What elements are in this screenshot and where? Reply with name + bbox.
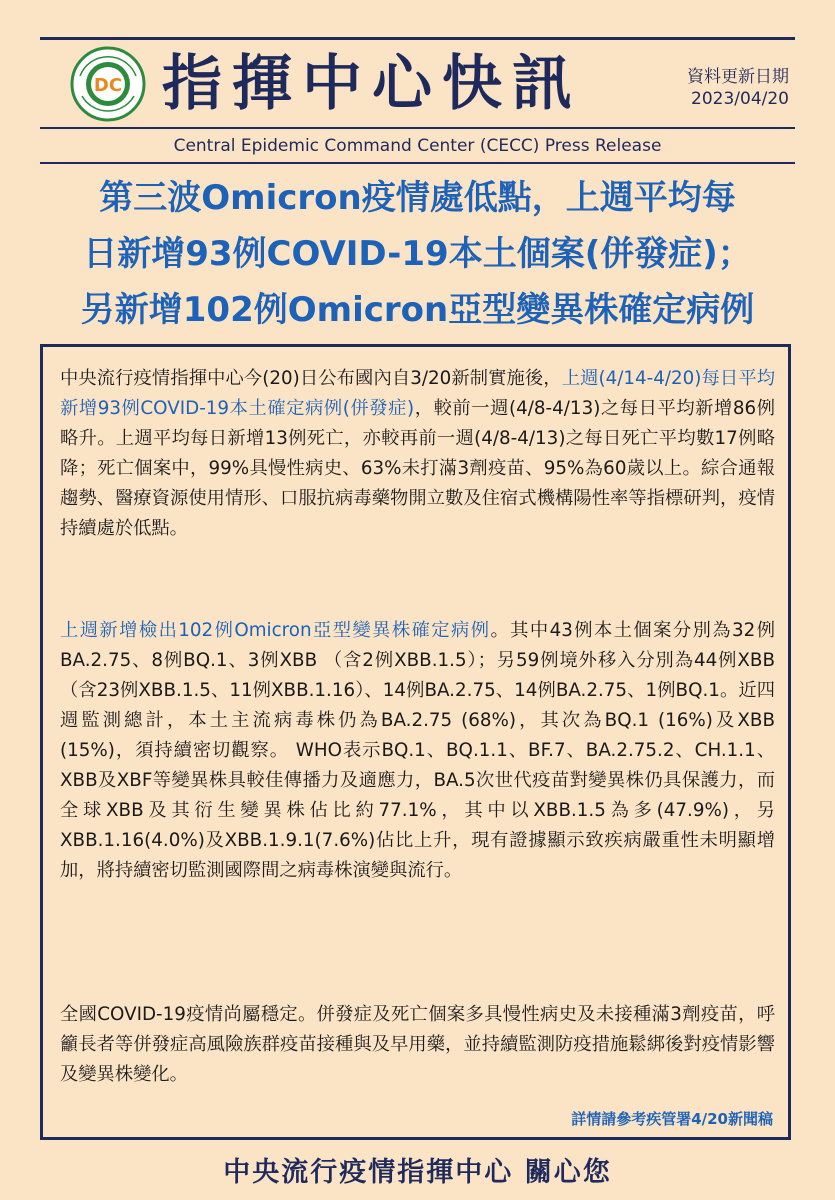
page-subtitle: Central Epidemic Command Center (CECC) Press Release xyxy=(173,136,662,156)
header-top-rule xyxy=(40,37,795,40)
header-middle-rule xyxy=(40,127,795,129)
update-date: 2023/04/20 xyxy=(691,89,789,109)
paragraph-2-highlight: 上週新增檢出102例Omicron亞型變異株確定病例 xyxy=(60,620,491,641)
header-bottom-rule xyxy=(40,162,795,164)
paragraph-2 xyxy=(60,616,775,886)
paragraph-1-highlight: 上週(4/14-4/20)每日平均新增93例COVID-19本土確定病例(併發症) xyxy=(60,368,775,419)
paragraph-3: 全國COVID-19疫情尚屬穩定。併發症及死亡個案多具慢性病史及未接種滿3劑疫苗，呼籲長者等併發症高風險族群疫苗接種與及早用藥，並持續監測防疫措施鬆綁後對疫情影響及變異株變化。 xyxy=(60,1004,775,1085)
headline-line-2: 日新增93例COVID-19本土個案(併發症)； xyxy=(83,234,752,274)
cdc-logo xyxy=(70,46,146,122)
footer-text: 中央流行疫情指揮中心 關心您 xyxy=(223,1157,612,1188)
headline-line-1: 第三波Omicron疫情處低點，上週平均每 xyxy=(99,178,736,218)
paragraph-2-rest: 。其中43例本土個案分別為32例BA.2.75、8例BQ.1、3例XBB （含2例XBB.1.5）；另59例境外移入分別為44例XBB （含23例XBB.1.5、11例XBB.1.16）、14例BA.2.75、14例BA.2.75、1例BQ.1。近四週監測總計，本土主流病毒株仍為BA.2.75 (68%)，其次為BQ.1 (16%)及XBB (15%)，須持續密切觀察。 WHO表示BQ.1、BQ.1.1、BF.7、BA.2.75.2、CH.1.1、XBB及XBF等變異株具較佳傳播力及適應力，BA.5次世代疫苗對變異株仍具保護力，而全球XBB及其衍生變異株佔比約77.1%，其中以XBB.1.5為多(47.9%)，另XBB.1.16(4.0%)及XBB.1.9.1(7.6%)佔比上升，現有證據顯示致疾病嚴重性未明顯增加，將持續密切監測國際間之病毒株演變與流行。 xyxy=(60,620,775,881)
paragraph-1 xyxy=(60,364,775,544)
paragraph-1-rest: ，較前一週(4/8-4/13)之每日平均新增86例略升。上週平均每日新增13例死亡，亦較再前一週(4/8-4/13)之每日死亡平均數17例略降；死亡個案中，99%具慢性病史、63%未打滿3劑疫苗、95%為60歲以上。綜合通報趨勢、醫療資源使用情形、口服抗病毒藥物開立數及住宿式機構陽性率等指標研判，疫情持續處於低點。 xyxy=(60,398,775,539)
headline-line-3: 另新增102例Omicron亞型變異株確定病例 xyxy=(80,290,755,330)
reference-note: 詳情請參考疾管署4/20新聞稿 xyxy=(571,1110,773,1128)
update-label: 資料更新日期 xyxy=(687,67,789,87)
update-info xyxy=(687,66,789,110)
headline xyxy=(30,170,805,338)
page-title: 指揮中心快訊 xyxy=(162,49,582,119)
svg-text:DC: DC xyxy=(93,75,123,96)
paragraph-1-lead: 中央流行疫情指揮中心今(20)日公布國內自3/20新制實施後， xyxy=(60,368,562,389)
